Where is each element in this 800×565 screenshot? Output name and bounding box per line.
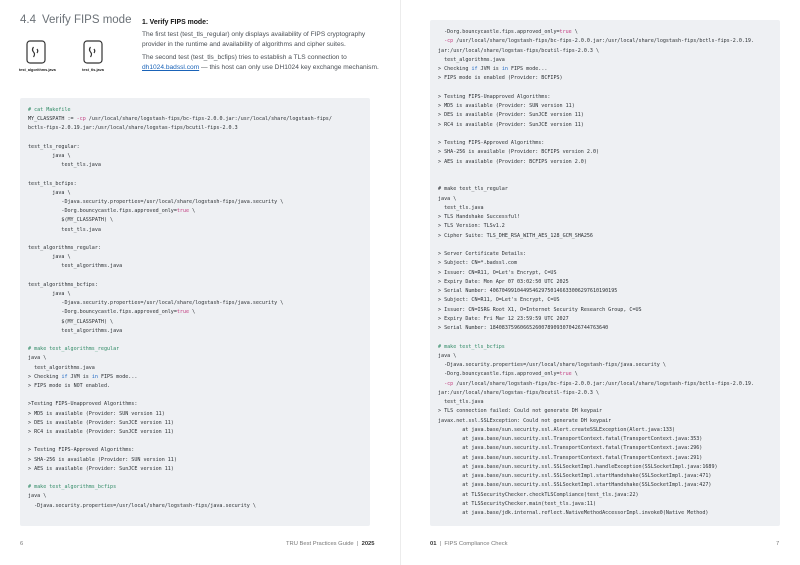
code-token: > Testing FIPS-Approved Algorithms: [438, 140, 545, 146]
code-token: > FIPS mode is NOT enabled. [28, 383, 111, 389]
code-line [28, 262, 122, 270]
paragraph-text: The second test (test_tls_bcfips) tries to establish a TLS connection to [142, 54, 347, 62]
code-line [28, 253, 71, 261]
code-line [438, 287, 617, 295]
code-line [438, 343, 505, 351]
code-token: > Server Certificate Details: [438, 251, 527, 257]
code-line [28, 345, 119, 353]
code-token: -Dorg.bouncycastle.fips.approved_only= [438, 371, 560, 378]
code-token: -Djava.security.properties=/usr/local/share/logstash-fips/java.security \ [28, 199, 284, 205]
code-token: > Issuer: CN=R11, O=Let's Encrypt, C=US [438, 269, 557, 276]
code-line [28, 281, 98, 289]
code-line [28, 373, 137, 381]
code-line [28, 410, 165, 418]
code-token: true [176, 208, 190, 215]
code-line [28, 299, 283, 307]
code-line [438, 463, 718, 471]
code-line [28, 290, 71, 298]
page-spread-divider [400, 0, 401, 565]
code-line [438, 500, 596, 508]
code-token: > Testing FIPS-Approved Algorithms: [28, 447, 135, 454]
code-token: > RC4 is available (Provider: SunJCE version 11) [438, 121, 584, 128]
code-token: if [61, 373, 68, 380]
code-token: jar:/usr/local/share/logstas-fips/bcutil-fips-2.0.3 \ [438, 47, 600, 54]
code-line [438, 213, 520, 221]
code-line [28, 124, 238, 132]
code-token: /usr/local/share/logstash-fips/bc-fips-2.0.0.jar:/usr/local/share/logstash-fips/ [85, 116, 332, 123]
code-line [28, 502, 256, 510]
code-line [28, 244, 101, 252]
code-line [438, 389, 599, 397]
code-token: > Testing FIPS-Unapproved Algorithms: [438, 93, 551, 100]
code-token: > Checking [28, 373, 62, 380]
code-line [28, 318, 113, 326]
code-line [28, 492, 46, 500]
code-line [28, 115, 332, 123]
code-line [438, 509, 708, 517]
code-line [438, 65, 547, 73]
footer-page-number-right: 7 [776, 541, 780, 547]
code-line [28, 152, 71, 160]
code-token: > Cipher Suite: TLS_DHE_RSA_WITH_AES_128_GCM_SHA256 [438, 232, 593, 239]
code-line [438, 435, 702, 443]
section-heading [20, 14, 131, 26]
code-line [28, 456, 177, 464]
paragraph-text: — this host can only use DH1024 key exchange mechanism. [199, 63, 379, 71]
code-token: FIPS mode... [507, 66, 548, 72]
code-line [28, 483, 116, 491]
code-line [28, 400, 137, 408]
code-line [438, 380, 754, 388]
code-token: > AES is available (Provider: SunJCE version 11) [28, 465, 174, 472]
code-token: > Issuer: CN=ISRG Root X1, O=Internet Security Research Group, C=US [438, 306, 642, 313]
code-line [438, 352, 456, 360]
code-token: true [559, 371, 572, 378]
code-token: if [471, 66, 478, 72]
code-token: test_tls.java [28, 162, 101, 169]
file-icon-label: test_algorithms.java [19, 68, 56, 72]
code-token: java \ [28, 355, 47, 362]
code-token: at java.base/sun.security.ssl.SSLSocketImpl.handleException(SSLSocketImpl.java:1689) [438, 463, 718, 470]
code-token: at java.base/sun.security.ssl.TransportContext.fatal(TransportContext.java:296) [438, 445, 703, 452]
code-line [28, 198, 283, 206]
code-token: -Dorg.bouncycastle.fips.approved_only= [438, 29, 560, 35]
code-token: > Expiry Date: Mon Apr 07 03:02:50 UTC 2025 [438, 278, 569, 285]
code-token: at TLSSecurityChecker.main(test_tls.java:11) [438, 500, 597, 507]
code-line [438, 195, 456, 203]
code-token: # cat Makefile [28, 107, 71, 113]
code-token: $(MY_CLASSPATH) \ [28, 318, 114, 325]
code-token: -cp [444, 38, 454, 45]
code-token: java \ [28, 189, 71, 196]
code-token: -Djava.security.properties=/usr/local/share/logstash-fips/java.security \ [28, 300, 284, 307]
code-token: JVM is [477, 66, 502, 72]
code-line [438, 361, 666, 369]
code-token: > SHA-256 is available (Provider: SUN version 11) [28, 456, 177, 463]
code-line [438, 121, 584, 129]
code-line [438, 56, 505, 64]
code-token: JVM is [67, 373, 92, 380]
code-token: > DES is available (Provider: SunJCE version 11) [438, 112, 584, 119]
paragraph-first-test: The first test (test_tls_regular) only displays availability of FIPS cryptography provider in the runtime and availability of algorithms and cipher suites. [142, 31, 366, 48]
code-token: java \ [28, 493, 47, 500]
code-line [438, 472, 711, 480]
code-token: > Serial Number: 184083759606652600789093070426744763640 [438, 325, 609, 331]
code-line [438, 93, 550, 101]
code-line [438, 296, 560, 304]
code-line [438, 139, 544, 147]
code-token: # make test_algorithms_bcfips [28, 484, 117, 491]
code-token: java \ [438, 195, 457, 202]
code-line [438, 370, 578, 378]
java-file-icon [83, 40, 103, 64]
footer-chapter-title: FIPS Compliance Check [444, 541, 508, 547]
code-token: javax.net.ssl.SSLException: Could not generate DH keypair [438, 417, 612, 424]
code-token: in [501, 66, 508, 72]
code-token: test_tls.java [438, 204, 484, 211]
code-token: at java.base/jdk.internal.reflect.NativeMethodAccessorImpl.invoke0(Native Method) [438, 510, 709, 516]
code-line [438, 481, 711, 489]
code-token: > AES is available (Provider: BCFIPS version 2.0) [438, 158, 587, 165]
code-line [28, 207, 195, 215]
code-line [28, 180, 77, 188]
code-line [28, 465, 174, 473]
code-token: test_tls_regular: [28, 143, 80, 150]
code-line [438, 222, 505, 230]
code-token: at java.base/sun.security.ssl.SSLSocketImpl.startHandshake(SSLSocketImpl.java:427) [438, 482, 712, 489]
code-line [28, 226, 101, 234]
code-token: \ [189, 208, 196, 215]
code-token: > TLS connection failed: Could not generate DH keypair [438, 408, 603, 415]
code-line [438, 74, 563, 82]
java-file-icon [26, 40, 46, 64]
code-line [438, 306, 642, 314]
code-line [28, 327, 122, 335]
code-token: \ [571, 371, 578, 378]
code-token: > DES is available (Provider: SunJCE version 11) [28, 419, 174, 426]
section-title: Verify FIPS mode [42, 14, 132, 26]
code-token: >Testing FIPS-Unapproved Algorithms: [28, 401, 138, 408]
code-token: test_tls.java [28, 226, 101, 233]
instructions-block [142, 18, 387, 76]
code-line [438, 250, 526, 258]
code-token: test_algorithms_bcfips: [28, 281, 98, 288]
code-token: at java.base/sun.security.ssl.Alert.createSSLException(Alert.java:133) [438, 426, 676, 433]
code-token: test_tls.java [438, 399, 484, 405]
code-line [438, 47, 599, 55]
code-token: > Subject: CN=R11, O=Let's Encrypt, C=US [438, 297, 560, 304]
code-line [28, 446, 134, 454]
code-token: /usr/local/share/logstash-fips/bc-fips-2.0.0.jar:/usr/local/share/logstash-fips/bctls-fips-2.0.19. [453, 38, 755, 45]
file-icon-label: test_tls.java [82, 68, 104, 72]
file-icon-test-algorithms[interactable] [19, 40, 56, 72]
code-line [28, 143, 80, 151]
footer-year: 2025 [361, 541, 375, 547]
code-token: > MD5 is available (Provider: SUN version 11) [28, 410, 165, 417]
code-token: > Checking [438, 66, 472, 72]
file-icon-test-tls[interactable] [76, 40, 110, 72]
code-line [28, 364, 95, 372]
code-line [438, 269, 557, 277]
code-token: -cp [444, 380, 454, 387]
code-line [438, 398, 484, 406]
code-token: test_algorithms.java [28, 263, 123, 270]
code-token: > RC4 is available (Provider: SunJCE version 11) [28, 429, 174, 435]
code-token: /usr/local/share/logstash-fips/bc-fips-2.0.0.jar:/usr/local/share/logstash-fips/bctls-fips-2.0.19. [453, 380, 755, 387]
code-token: true [559, 29, 572, 35]
code-line [438, 37, 754, 45]
code-line [28, 382, 110, 390]
code-line [28, 161, 101, 169]
code-token: in [91, 373, 98, 380]
code-block-right [430, 20, 780, 526]
code-line [438, 259, 517, 267]
code-token: > Serial Number: 406704991044954629750146633006297610190195 [438, 288, 618, 294]
code-token: java \ [28, 254, 71, 261]
code-line [438, 232, 593, 240]
code-token: jar:/usr/local/share/logstas-fips/bcutil-fips-2.0.3 \ [438, 389, 600, 396]
code-token: -Djava.security.properties=/usr/local/share/logstash-fips/java.security \ [28, 502, 256, 509]
code-token: \ [189, 309, 196, 316]
code-token: # make test_tls_bcfips [438, 343, 505, 350]
code-token: > Expiry Date: Fri Mar 12 23:59:59 UTC 2027 [438, 315, 569, 322]
code-block-left [20, 98, 370, 526]
code-token: java \ [438, 352, 457, 359]
step-heading: 1. Verify FIPS mode: [142, 19, 209, 26]
code-token: FIPS mode... [97, 373, 138, 380]
code-token: bctls-fips-2.0.19.jar:/usr/local/share/logstas-fips/bcutil-fips-2.0.3 [28, 125, 238, 132]
code-line [28, 216, 113, 224]
code-line [28, 419, 174, 427]
code-token: > MD5 is available (Provider: SUN version 11) [438, 103, 575, 109]
code-line [438, 102, 575, 110]
code-token: test_algorithms.java [438, 56, 505, 63]
code-line [438, 417, 611, 425]
code-line [438, 491, 639, 499]
code-line [28, 308, 195, 316]
code-line [438, 444, 702, 452]
code-line [438, 315, 569, 323]
code-token: at java.base/sun.security.ssl.SSLSocketImpl.startHandshake(SSLSocketImpl.java:471) [438, 473, 712, 479]
code-line [28, 428, 174, 436]
code-token: > FIPS mode is enabled (Provider: BCFIPS) [438, 75, 563, 82]
code-token: -cp [76, 116, 86, 123]
code-token: java \ [28, 153, 71, 159]
code-line [438, 426, 675, 434]
code-token: $(MY_CLASSPATH) \ [28, 217, 114, 224]
code-line [438, 407, 602, 415]
code-line [438, 204, 484, 212]
footer-guide-title: TRU Best Practices Guide [286, 541, 354, 547]
code-line [438, 278, 569, 286]
code-line [438, 28, 578, 36]
badssl-link[interactable]: dh1024.badssl.com [142, 63, 200, 71]
code-token: -Dorg.bouncycastle.fips.approved_only= [28, 309, 177, 316]
code-token: test_tls_bcfips: [28, 180, 77, 187]
code-token: # make test_algorithms_regular [28, 346, 120, 353]
code-token: test_algorithms_regular: [28, 245, 101, 251]
code-token: > TLS Handshake Successful! [438, 214, 521, 220]
footer-section-number: 01 [430, 541, 437, 547]
code-token: -Djava.security.properties=/usr/local/share/logstash-fips/java.security \ [438, 362, 666, 368]
code-line [438, 111, 584, 119]
code-line [28, 354, 46, 362]
footer-left-title: TRU Best Practices Guide | 2025 [286, 541, 375, 547]
code-token: test_algorithms.java [28, 364, 95, 371]
code-token: at java.base/sun.security.ssl.TransportContext.fatal(TransportContext.java:291) [438, 454, 703, 461]
code-token: > Subject: CN=*.badssl.com [438, 260, 518, 267]
code-token: test_algorithms.java [28, 327, 123, 334]
code-token: true [176, 309, 190, 316]
footer-right-title: 01 | FIPS Compliance Check [430, 541, 508, 547]
code-token: MY_CLASSPATH := [28, 116, 77, 123]
code-line [438, 148, 599, 156]
code-token: at TLSSecurityChecker.checkTLSCompliance(test_tls.java:22) [438, 491, 639, 498]
section-number: 4.4 [20, 14, 36, 26]
code-token: at java.base/sun.security.ssl.TransportContext.fatal(TransportContext.java:353) [438, 436, 703, 442]
paragraph-second-test [142, 53, 387, 72]
code-token: \ [571, 29, 578, 35]
code-line [28, 189, 71, 197]
code-line [438, 454, 702, 462]
code-token: # make test_tls_regular [438, 186, 508, 193]
code-line [28, 106, 71, 114]
code-token: java \ [28, 291, 71, 297]
footer-page-number-left: 6 [20, 541, 24, 547]
code-line [438, 324, 608, 332]
code-line [438, 185, 508, 193]
code-token: > SHA-256 is available (Provider: BCFIPS version 2.0) [438, 149, 600, 156]
code-token: > TLS Version: TLSv1.2 [438, 223, 505, 230]
code-line [438, 158, 587, 166]
code-token: -Dorg.bouncycastle.fips.approved_only= [28, 208, 177, 215]
